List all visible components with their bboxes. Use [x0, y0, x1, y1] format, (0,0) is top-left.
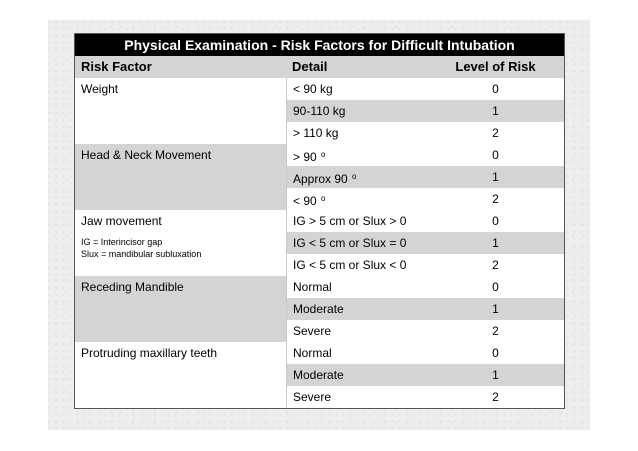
- detail-cell: [286, 386, 427, 408]
- detail-cell: [286, 342, 427, 364]
- risk-factor-table: [74, 33, 565, 409]
- table-row: [286, 78, 564, 100]
- level-of-risk-cell: 1: [427, 100, 564, 122]
- detail-cell: [286, 166, 427, 188]
- table-header-row: [75, 56, 564, 78]
- detail-text: Approx 90: [293, 172, 352, 186]
- level-of-risk-cell: 2: [427, 188, 564, 210]
- detail-text: IG < 5 cm or Slux < 0: [293, 258, 407, 272]
- detail-cell: [286, 254, 427, 276]
- risk-factor-label: Jaw movement: [81, 214, 162, 228]
- detail-cell: [286, 298, 427, 320]
- level-of-risk-cell: 1: [427, 298, 564, 320]
- detail-text: Severe: [293, 324, 332, 338]
- level-of-risk-cell: 0: [427, 276, 564, 298]
- level-of-risk-cell: 0: [427, 78, 564, 100]
- table-row: [286, 342, 564, 364]
- header-level-of-risk: Level of Risk: [455, 59, 536, 74]
- detail-text: Moderate: [293, 368, 344, 382]
- risk-group: [75, 342, 564, 408]
- risk-factor-label: Receding Mandible: [81, 280, 184, 294]
- table-row: [286, 254, 564, 276]
- detail-text: Normal: [293, 280, 332, 294]
- level-of-risk-cell: 2: [427, 254, 564, 276]
- degree-symbol: o: [352, 172, 357, 181]
- level-of-risk-cell: 1: [427, 232, 564, 254]
- header-detail: Detail: [292, 59, 328, 74]
- table-row: [286, 232, 564, 254]
- level-of-risk-cell: 2: [427, 122, 564, 144]
- detail-cell: [286, 232, 427, 254]
- detail-text: < 90 kg: [293, 82, 333, 96]
- risk-factor-cell: [75, 78, 286, 144]
- table-row: [286, 122, 564, 144]
- header-risk-factor: Risk Factor: [81, 59, 152, 74]
- abbreviation-note: [81, 236, 286, 260]
- detail-cell: [286, 122, 427, 144]
- table-row: [286, 144, 564, 166]
- table-body: [75, 78, 564, 408]
- table-row: [286, 364, 564, 386]
- detail-cell: [286, 276, 427, 298]
- table-row: [286, 166, 564, 188]
- degree-symbol: o: [321, 194, 326, 203]
- table-row: [286, 320, 564, 342]
- level-of-risk-cell: 2: [427, 386, 564, 408]
- level-of-risk-cell: 2: [427, 320, 564, 342]
- degree-symbol: o: [321, 150, 326, 159]
- detail-cell: [286, 188, 427, 210]
- table-row: [286, 210, 564, 232]
- level-of-risk-cell: 0: [427, 342, 564, 364]
- risk-group: [75, 210, 564, 276]
- detail-text: > 90: [293, 150, 321, 164]
- detail-text: 90-110 kg: [293, 104, 346, 118]
- detail-text: Severe: [293, 390, 332, 404]
- level-of-risk-cell: 0: [427, 210, 564, 232]
- detail-cell: [286, 210, 427, 232]
- table-title: Physical Examination - Risk Factors for Difficult Intubation: [75, 34, 564, 56]
- detail-text: > 110 kg: [293, 126, 339, 140]
- risk-group: [75, 276, 564, 342]
- table-row: [286, 188, 564, 210]
- risk-group: [75, 144, 564, 210]
- detail-text: IG > 5 cm or Slux > 0: [293, 214, 407, 228]
- level-of-risk-cell: 0: [427, 144, 564, 166]
- detail-cell: [286, 364, 427, 386]
- risk-factor-cell: [75, 342, 286, 408]
- detail-text: Normal: [293, 346, 332, 360]
- level-of-risk-cell: 1: [427, 364, 564, 386]
- level-of-risk-cell: 1: [427, 166, 564, 188]
- table-row: [286, 276, 564, 298]
- detail-text: Moderate: [293, 302, 344, 316]
- risk-factor-cell: [75, 144, 286, 210]
- risk-factor-cell: [75, 210, 286, 276]
- risk-factor-label: Protruding maxillary teeth: [81, 346, 218, 360]
- table-row: [286, 298, 564, 320]
- detail-cell: [286, 320, 427, 342]
- risk-factor-cell: [75, 276, 286, 342]
- risk-factor-label: Head & Neck Movement: [81, 148, 212, 162]
- detail-text: < 90: [293, 194, 321, 208]
- risk-group: [75, 78, 564, 144]
- risk-factor-label: Weight: [81, 82, 119, 96]
- abbreviation-note-line: Slux = mandibular subluxation: [81, 249, 202, 259]
- detail-cell: [286, 78, 427, 100]
- detail-cell: [286, 144, 427, 166]
- table-row: [286, 100, 564, 122]
- detail-cell: [286, 100, 427, 122]
- abbreviation-note-line: IG = Interincisor gap: [81, 237, 163, 247]
- detail-text: IG < 5 cm or Slux = 0: [293, 236, 407, 250]
- table-row: [286, 386, 564, 408]
